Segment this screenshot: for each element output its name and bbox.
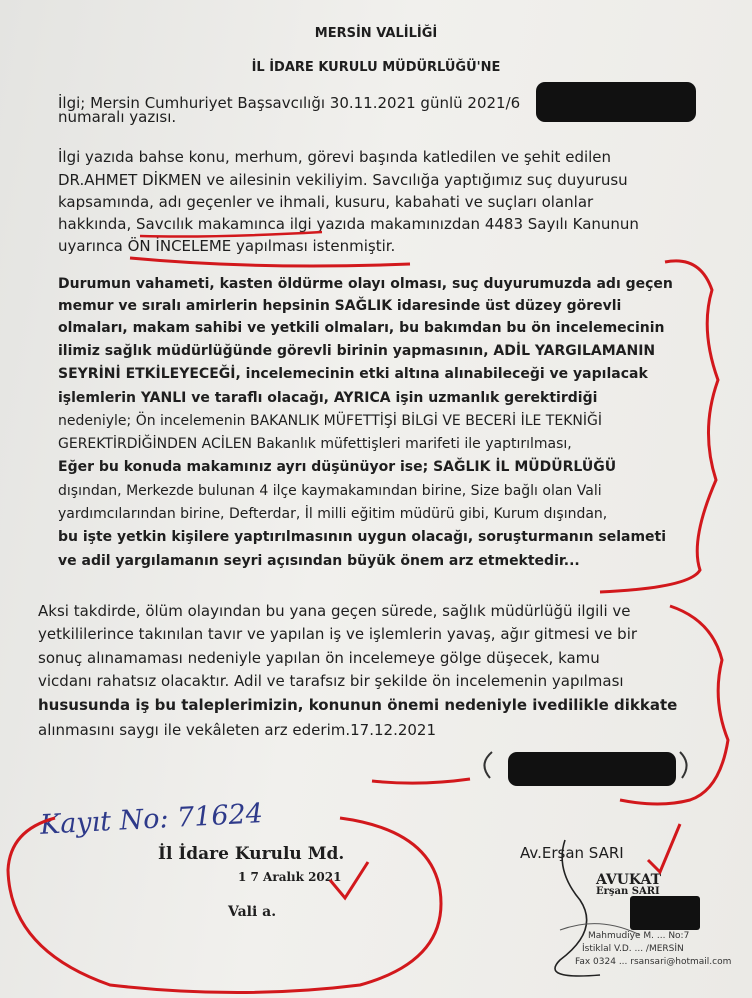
paragraph-line: bu işte yetkin kişilere yaptırılmasının uygun olacağı, soruşturmanın selameti [58,529,667,545]
lawyer-stamp-title: AVUKAT [596,872,662,888]
paragraph-line: olmaları, makam sahibi ve yetkili olmaları, bu bakımdan bu ön incelemecinin [58,320,665,336]
paragraph-line: İlgi yazıda bahse konu, merhum, görevi başında katledilen ve şehit edilen [58,148,612,166]
paragraph-line: hakkında, Savcılık makamınca ilgi yazıda makamınızdan 4483 Sayılı Kanunun [58,215,639,233]
paragraph-line: Durumun vahameti, kasten öldürme olayı olması, suç duyurumuzda adı geçen [58,276,673,292]
paragraph-line: nedeniyle; Ön incelemenin BAKANLIK MÜFETTİŞİ BİLGİ VE BECERİ İLE TEKNİĞİ [58,413,602,429]
stamp-signer: Vali a. [228,904,277,920]
paragraph-line: Aksi takdirde, ölüm olayından bu yana geçen sürede, sağlık müdürlüğü ilgili ve [38,602,631,620]
red-oval [8,818,441,993]
paragraph-line: ve adil yargılamanın seyri açısından büyük önem arz etmektedir... [58,553,580,569]
red-underline [130,258,410,266]
check-mark [648,824,680,872]
lawyer-contact: Fax 0324 ... rsansari@hotmail.com [575,957,732,967]
page-subtitle: İL İDARE KURULU MÜDÜRLÜĞÜ'NE [251,60,501,75]
paragraph-line: işlemlerin YANLI ve taraflı olacağı, AYRICA işin uzmanlık gerektirdiği [58,390,598,406]
lawyer-stamp-name: Erşan SARI [596,886,660,897]
paragraph-line: uyarınca ÖN İNCELEME yapılması istenmiştir. [58,237,396,255]
paragraph-line: DR.AHMET DİKMEN ve ailesinin vekiliyim. Savcılığa yaptığımız suç duyurusu [58,171,628,189]
paragraph-line: dışından, Merkezde bulunan 4 ilçe kaymakamından birine, Size bağlı olan Vali [58,483,602,499]
red-bracket [620,606,728,804]
page-title: MERSİN VALİLİĞİ [314,26,438,41]
lawyer-address: İstiklal V.D. ... /MERSİN [582,944,684,954]
paragraph-line: vicdanı rahatsız olacaktır. Adil ve tarafsız bir şekilde ön incelemenin yapılması [38,672,624,690]
red-bracket [600,261,718,592]
check-mark [330,862,368,898]
paragraph-line: GEREKTİRDİĞİNDEN ACİLEN Bakanlık müfettişleri marifeti ile yaptırılması, [58,436,572,452]
registry-number: Kayıt No: 71624 [39,798,264,841]
red-underline [140,232,322,237]
reference-line: İlgi; Mersin Cumhuriyet Başsavcılığı 30.11.2021 günlü 2021/6 [58,94,521,112]
stamp-outline [560,924,640,935]
reference-line: numaralı yazısı. [58,108,177,126]
paragraph-line: kapsamında, adı geçenler ve ihmali, kusuru, kabahati ve suçları olanlar [58,193,594,211]
paragraph-line: Eğer bu konuda makamınız ayrı düşünüyor ise; SAĞLIK İL MÜDÜRLÜĞÜ [58,459,617,475]
paragraph-line: sonuç alınamaması nedeniyle yapılan ön incelemeye gölge düşecek, kamu [38,649,600,667]
lawyer-address: Mahmudiye M. ... No:7 [588,931,690,941]
paragraph-line: yetkililerince takınılan tavır ve yapılan iş ve işlemlerin yavaş, ağır gitmesi ve bir [38,625,638,643]
signature-scribble [555,840,600,976]
handwritten-bracket [484,752,492,778]
signature-name: Av.Erşan SARI [520,844,624,862]
red-underline [372,779,470,783]
paragraph-line: alınmasını saygı ile vekâleten arz ederim.17.12.2021 [38,721,437,739]
handwritten-bracket [680,752,687,778]
stamp-date: 1 7 Aralık 2021 [238,870,342,884]
paragraph-line: hususunda iş bu taleplerimizin, konunun önemi nedeniyle ivedilikle dikkate [38,696,678,714]
paragraph-line: ilimiz sağlık müdürlüğünde görevli birinin yapmasının, ADİL YARGILAMANIN [58,343,656,359]
stamp-office: İl İdare Kurulu Md. [158,844,345,864]
paragraph-line: memur ve sıralı amirlerin hepsinin SAĞLIK idaresinde üst düzey görevli [58,298,622,314]
paragraph-line: yardımcılarından birine, Defterdar, İl milli eğitim müdürü gibi, Kurum dışından, [58,506,608,522]
paragraph-line: SEYRİNİ ETKİLEYECEĞİ, incelemecinin etki altına alınabileceği ve yapılacak [58,366,648,382]
